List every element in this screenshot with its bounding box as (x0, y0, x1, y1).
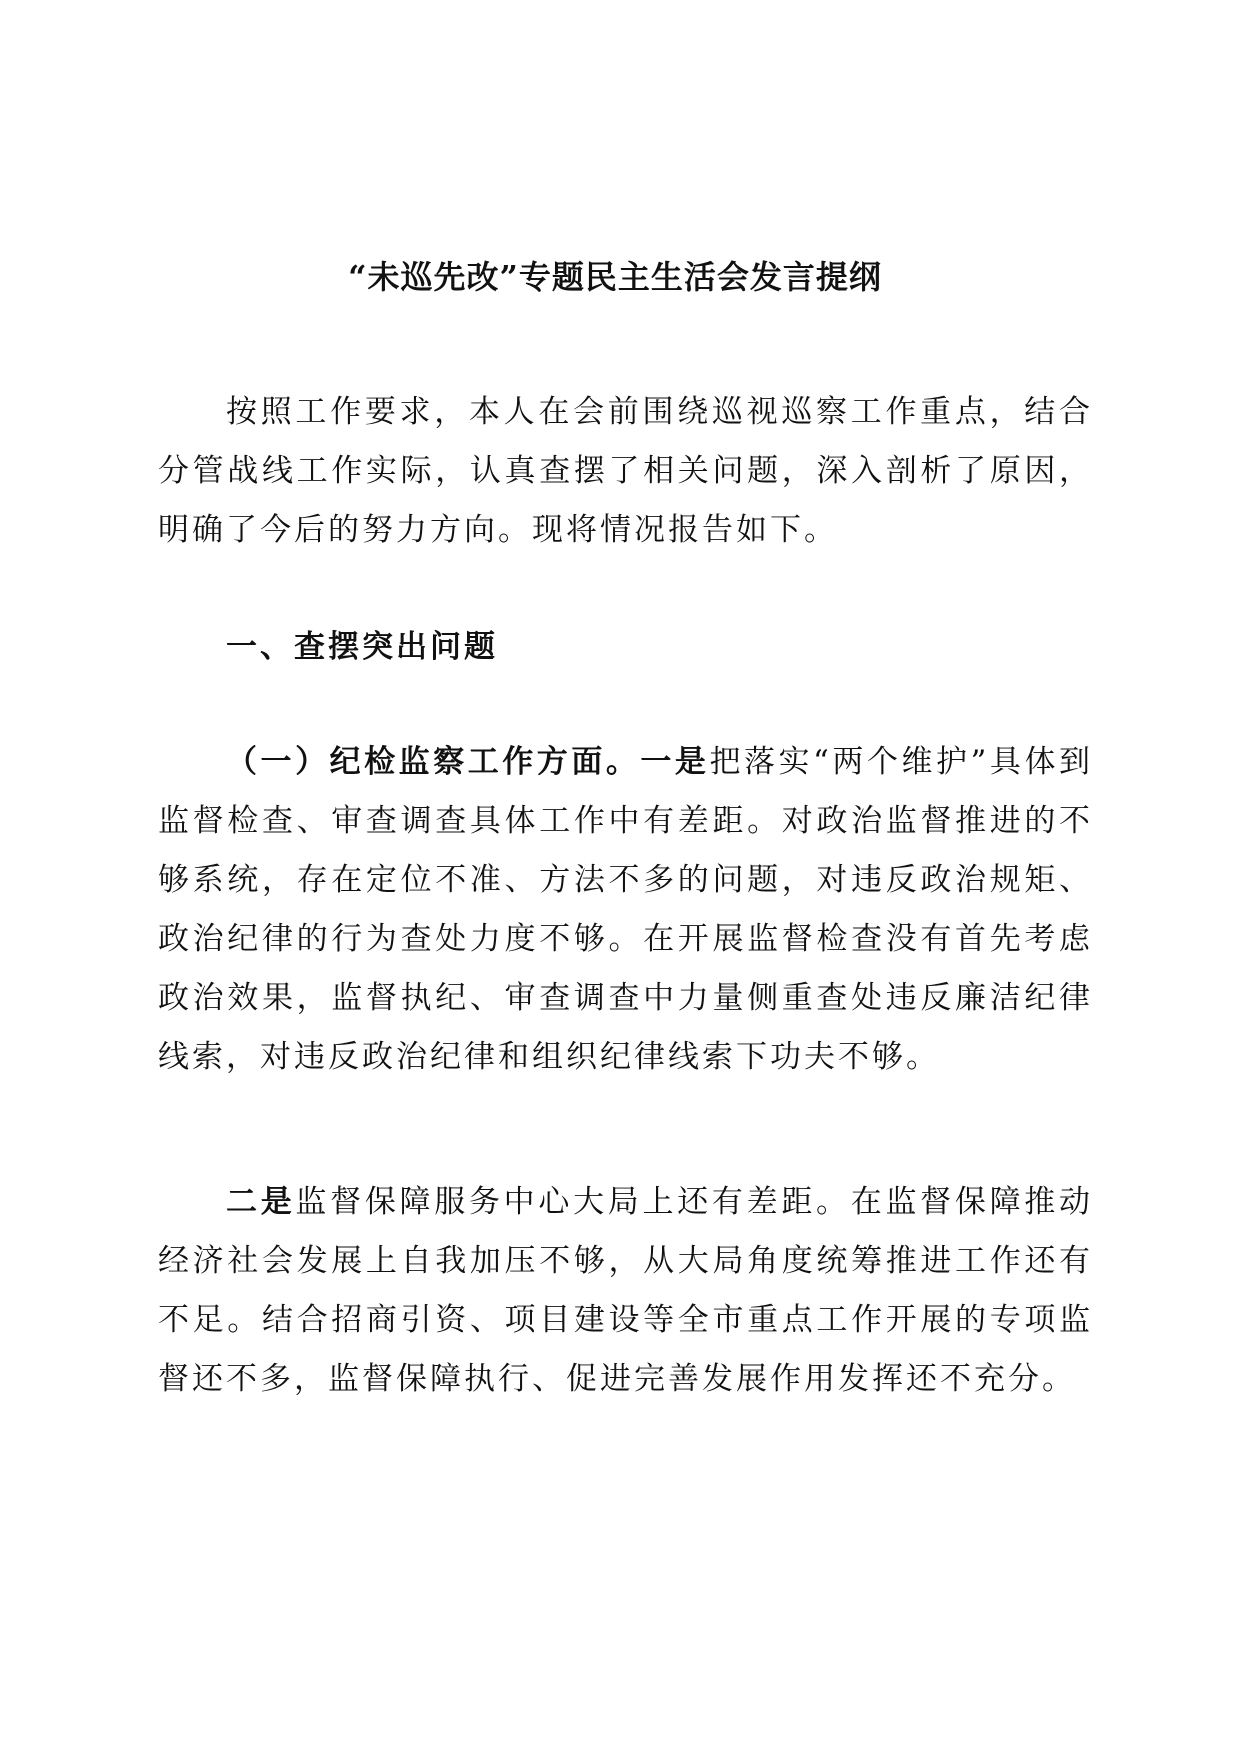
paragraph-supervision-guarantee (158, 1173, 1093, 1409)
paragraph-lead: （一）纪检监察工作方面。一是 (226, 744, 710, 780)
intro-paragraph: 按照工作要求，本人在会前围绕巡视巡察工作重点，结合分管战线工作实际，认真查摆了相关问题，深入剖析了原因，明确了今后的努力方向。现将情况报告如下。 (158, 394, 1093, 548)
document-title: “未巡先改”专题民主生活会发言提纲 (348, 258, 882, 296)
paragraph-body: 把落实“两个维护”具体到监督检查、审查调查具体工作中有差距。对政治监督推进的不够系统，存在定位不准、方法不多的问题，对违反政治规矩、政治纪律的行为查处力度不够。在开展监督检查没有首先考虑政治效果，监督执纪、审查调查中力量侧重查处违反廉洁纪律线索，对违反政治纪律和组织纪律线索下功夫不够。 (158, 744, 1093, 1075)
paragraph-body: 监督保障服务中心大局上还有差距。在监督保障推动经济社会发展上自我加压不够，从大局角度统筹推进工作还有不足。结合招商引资、项目建设等全市重点工作开展的专项监督还不多，监督保障执行、促进完善发展作用发挥还不充分。 (158, 1184, 1094, 1397)
paragraph-discipline-inspection (158, 733, 1093, 1087)
paragraph-lead: 二是 (226, 1184, 296, 1220)
section-heading: 一、查摆突出问题 (226, 629, 498, 665)
